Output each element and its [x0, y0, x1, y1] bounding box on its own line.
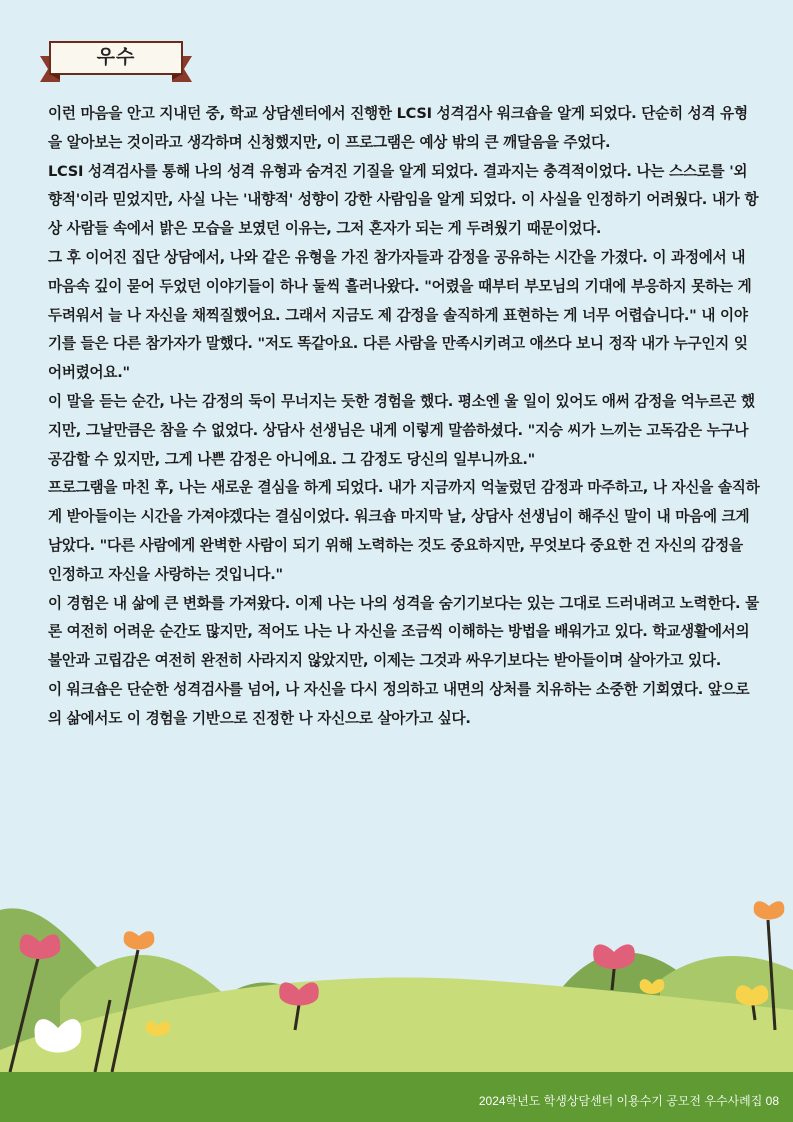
flower-icon [754, 901, 785, 919]
paragraph: 그 후 이어진 집단 상담에서, 나와 같은 유형을 가진 참가자들과 감정을 공유하는 시간을 가졌다. 이 과정에서 내 마음속 깊이 묻어 두었던 이야기들이 하나 둘씩 흘러나왔다. "어렸을 때부터 부모님의 기대에 부응하지 못하는 게 두려워서 늘 나 자신을 채찍질했어요. 그래서 지금도 제 감정을 솔직하게 표현하는 게 너무 어렵습니다." 내 이야기를 들은 다른 참가자가 말했다. "저도 똑같아요. 다른 사람을 만족시키려고 애쓰다 보니 정작 내가 누구인지 잊어버렸어요." [48, 248, 752, 382]
paragraph: 프로그램을 마친 후, 나는 새로운 결심을 하게 되었다. 내가 지금까지 억눌렀던 감정과 마주하고, 나 자신을 솔직하게 받아들이는 시간을 가져야겠다는 결심이었다. 워크숍 마지막 날, 상담사 선생님이 해주신 말이 내 마음에 크게 남았다. "다른 사람에게 완벽한 사람이 되기 위해 노력하는 것도 중요하지만, 무엇보다 중요한 건 자신의 감정을 인정하고 자신을 사랑하는 것입니다." [48, 479, 760, 583]
paragraph: 이런 마음을 안고 지내던 중, 학교 상담센터에서 진행한 LCSI 성격검사 워크숍을 알게 되었다. 단순히 성격 유형을 알아보는 것이라고 생각하며 신청했지만, 이 프로그램은 예상 밖의 큰 깨달음을 주었다. [48, 105, 748, 151]
paragraph: 이 경험은 내 삶에 큰 변화를 가져왔다. 이제 나는 나의 성격을 숨기기보다는 있는 그대로 드러내려고 노력한다. 물론 여전히 어려운 순간도 많지만, 적어도 나는 나 자신을 조금씩 이해하는 방법을 배워가고 있다. 학교생활에서의 불안과 고립감은 여전히 완전히 사라지지 않았지만, 이제는 그것과 싸우기보다는 받아들이며 살아가고 있다. [48, 594, 760, 670]
section-ribbon [36, 34, 196, 86]
flower-icon [593, 944, 635, 969]
ribbon-label: 우수 [96, 46, 136, 68]
essay-body [48, 100, 760, 734]
paragraph: LCSI 성격검사를 통해 나의 성격 유형과 숨겨진 기질을 알게 되었다. 결과지는 충격적이었다. 나는 스스로를 '외향적'이라 믿었지만, 사실 나는 '내향적' 성향이 강한 사람임을 알게 되었다. 이 사실을 인정하기 어려웠다. 내가 항상 사람들 속에서 밝은 모습을 보였던 이유는, 그저 혼자가 되는 게 두려웠기 때문이었다. [48, 162, 759, 238]
paragraph: 이 말을 듣는 순간, 나는 감정의 둑이 무너지는 듯한 경험을 했다. 평소엔 울 일이 있어도 애써 감정을 억누르곤 했지만, 그날만큼은 참을 수 없었다. 상담사 선생님은 내게 이렇게 말씀하셨다. "지승 씨가 느끼는 고독감은 누구나 공감할 수 있지만, 그게 나쁜 감정은 아니에요. 그 감정도 당신의 일부니까요." [48, 392, 755, 468]
paragraph: 이 워크숍은 단순한 성격검사를 넘어, 나 자신을 다시 정의하고 내면의 상처를 치유하는 소중한 기회였다. 앞으로의 삶에서도 이 경험을 기반으로 진정한 나 자신으로 살아가고 싶다. [48, 680, 750, 727]
flower-icon [124, 931, 155, 949]
footer-text: 2024학년도 학생상담센터 이용수기 공모전 우수사례집 08 [478, 1094, 779, 1108]
